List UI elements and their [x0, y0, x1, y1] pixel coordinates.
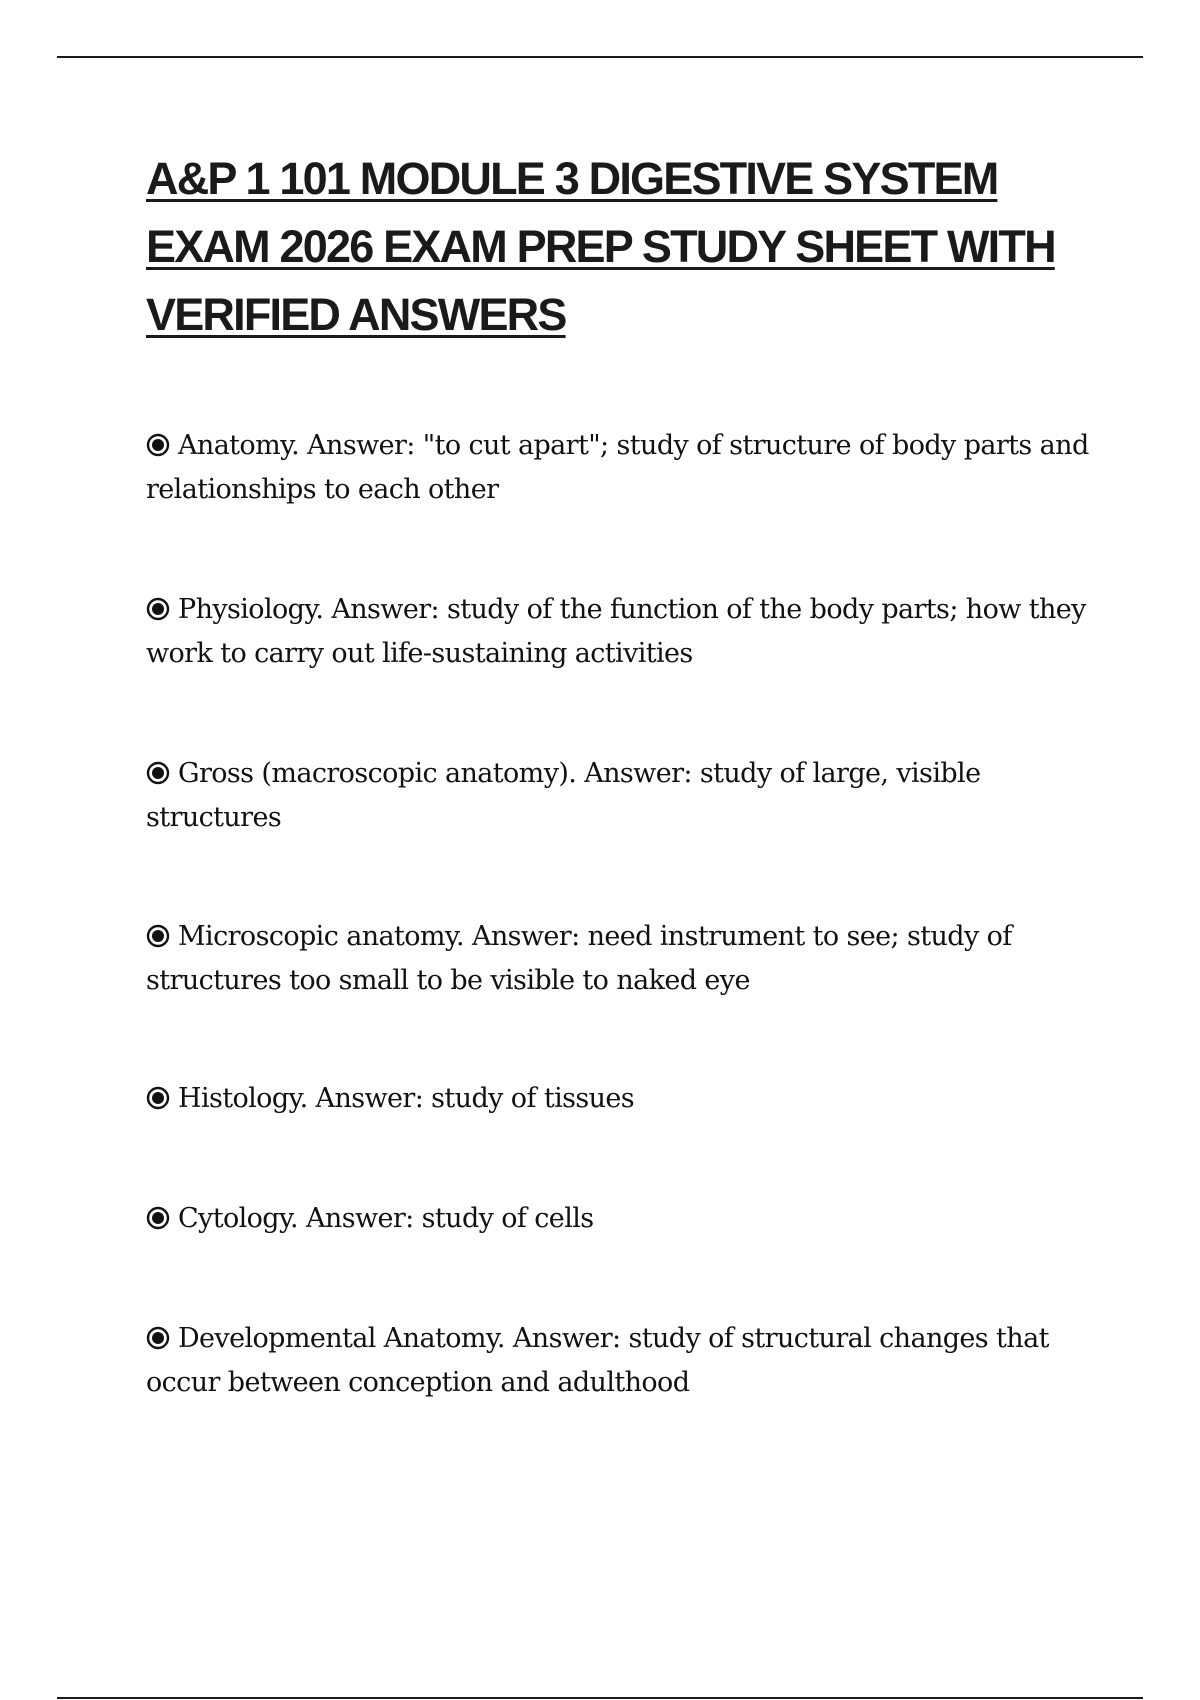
qa-item: [146, 1317, 1096, 1405]
qa-item-text: Developmental Anatomy. Answer: study of structural changes that occur between conception and adulthood: [146, 1323, 1049, 1398]
qa-item: [146, 1077, 1096, 1121]
qa-item: [146, 752, 1096, 840]
qa-item-text: Anatomy. Answer: "to cut apart"; study of structure of body parts and relationships to each other: [146, 430, 1089, 505]
fisheye-bullet-icon: [146, 761, 170, 785]
qa-item: [146, 588, 1096, 676]
qa-item-text: Physiology. Answer: study of the function of the body parts; how they work to carry out life-sustaining activities: [146, 594, 1086, 669]
top-rule: [57, 56, 1143, 58]
qa-item-text: Histology. Answer: study of tissues: [178, 1083, 635, 1114]
fisheye-bullet-icon: [146, 924, 170, 948]
qa-item: [146, 1197, 1096, 1241]
fisheye-bullet-icon: [146, 1206, 170, 1230]
bottom-rule: [57, 1697, 1143, 1699]
qa-item: [146, 915, 1096, 1003]
fisheye-bullet-icon: [146, 1326, 170, 1350]
fisheye-bullet-icon: [146, 433, 170, 457]
document-title: A&P 1 101 MODULE 3 DIGESTIVE SYSTEM EXAM 2026 EXAM PREP STUDY SHEET WITH VERIFIED ANSWERS: [146, 153, 1055, 340]
fisheye-bullet-icon: [146, 1086, 170, 1110]
qa-item-text: Microscopic anatomy. Answer: need instrument to see; study of structures too small to be visible to naked eye: [146, 921, 1012, 996]
qa-item-text: Cytology. Answer: study of cells: [178, 1203, 594, 1234]
qa-item: [146, 424, 1096, 512]
fisheye-bullet-icon: [146, 597, 170, 621]
qa-item-text: Gross (macroscopic anatomy). Answer: study of large, visible structures: [146, 758, 981, 833]
